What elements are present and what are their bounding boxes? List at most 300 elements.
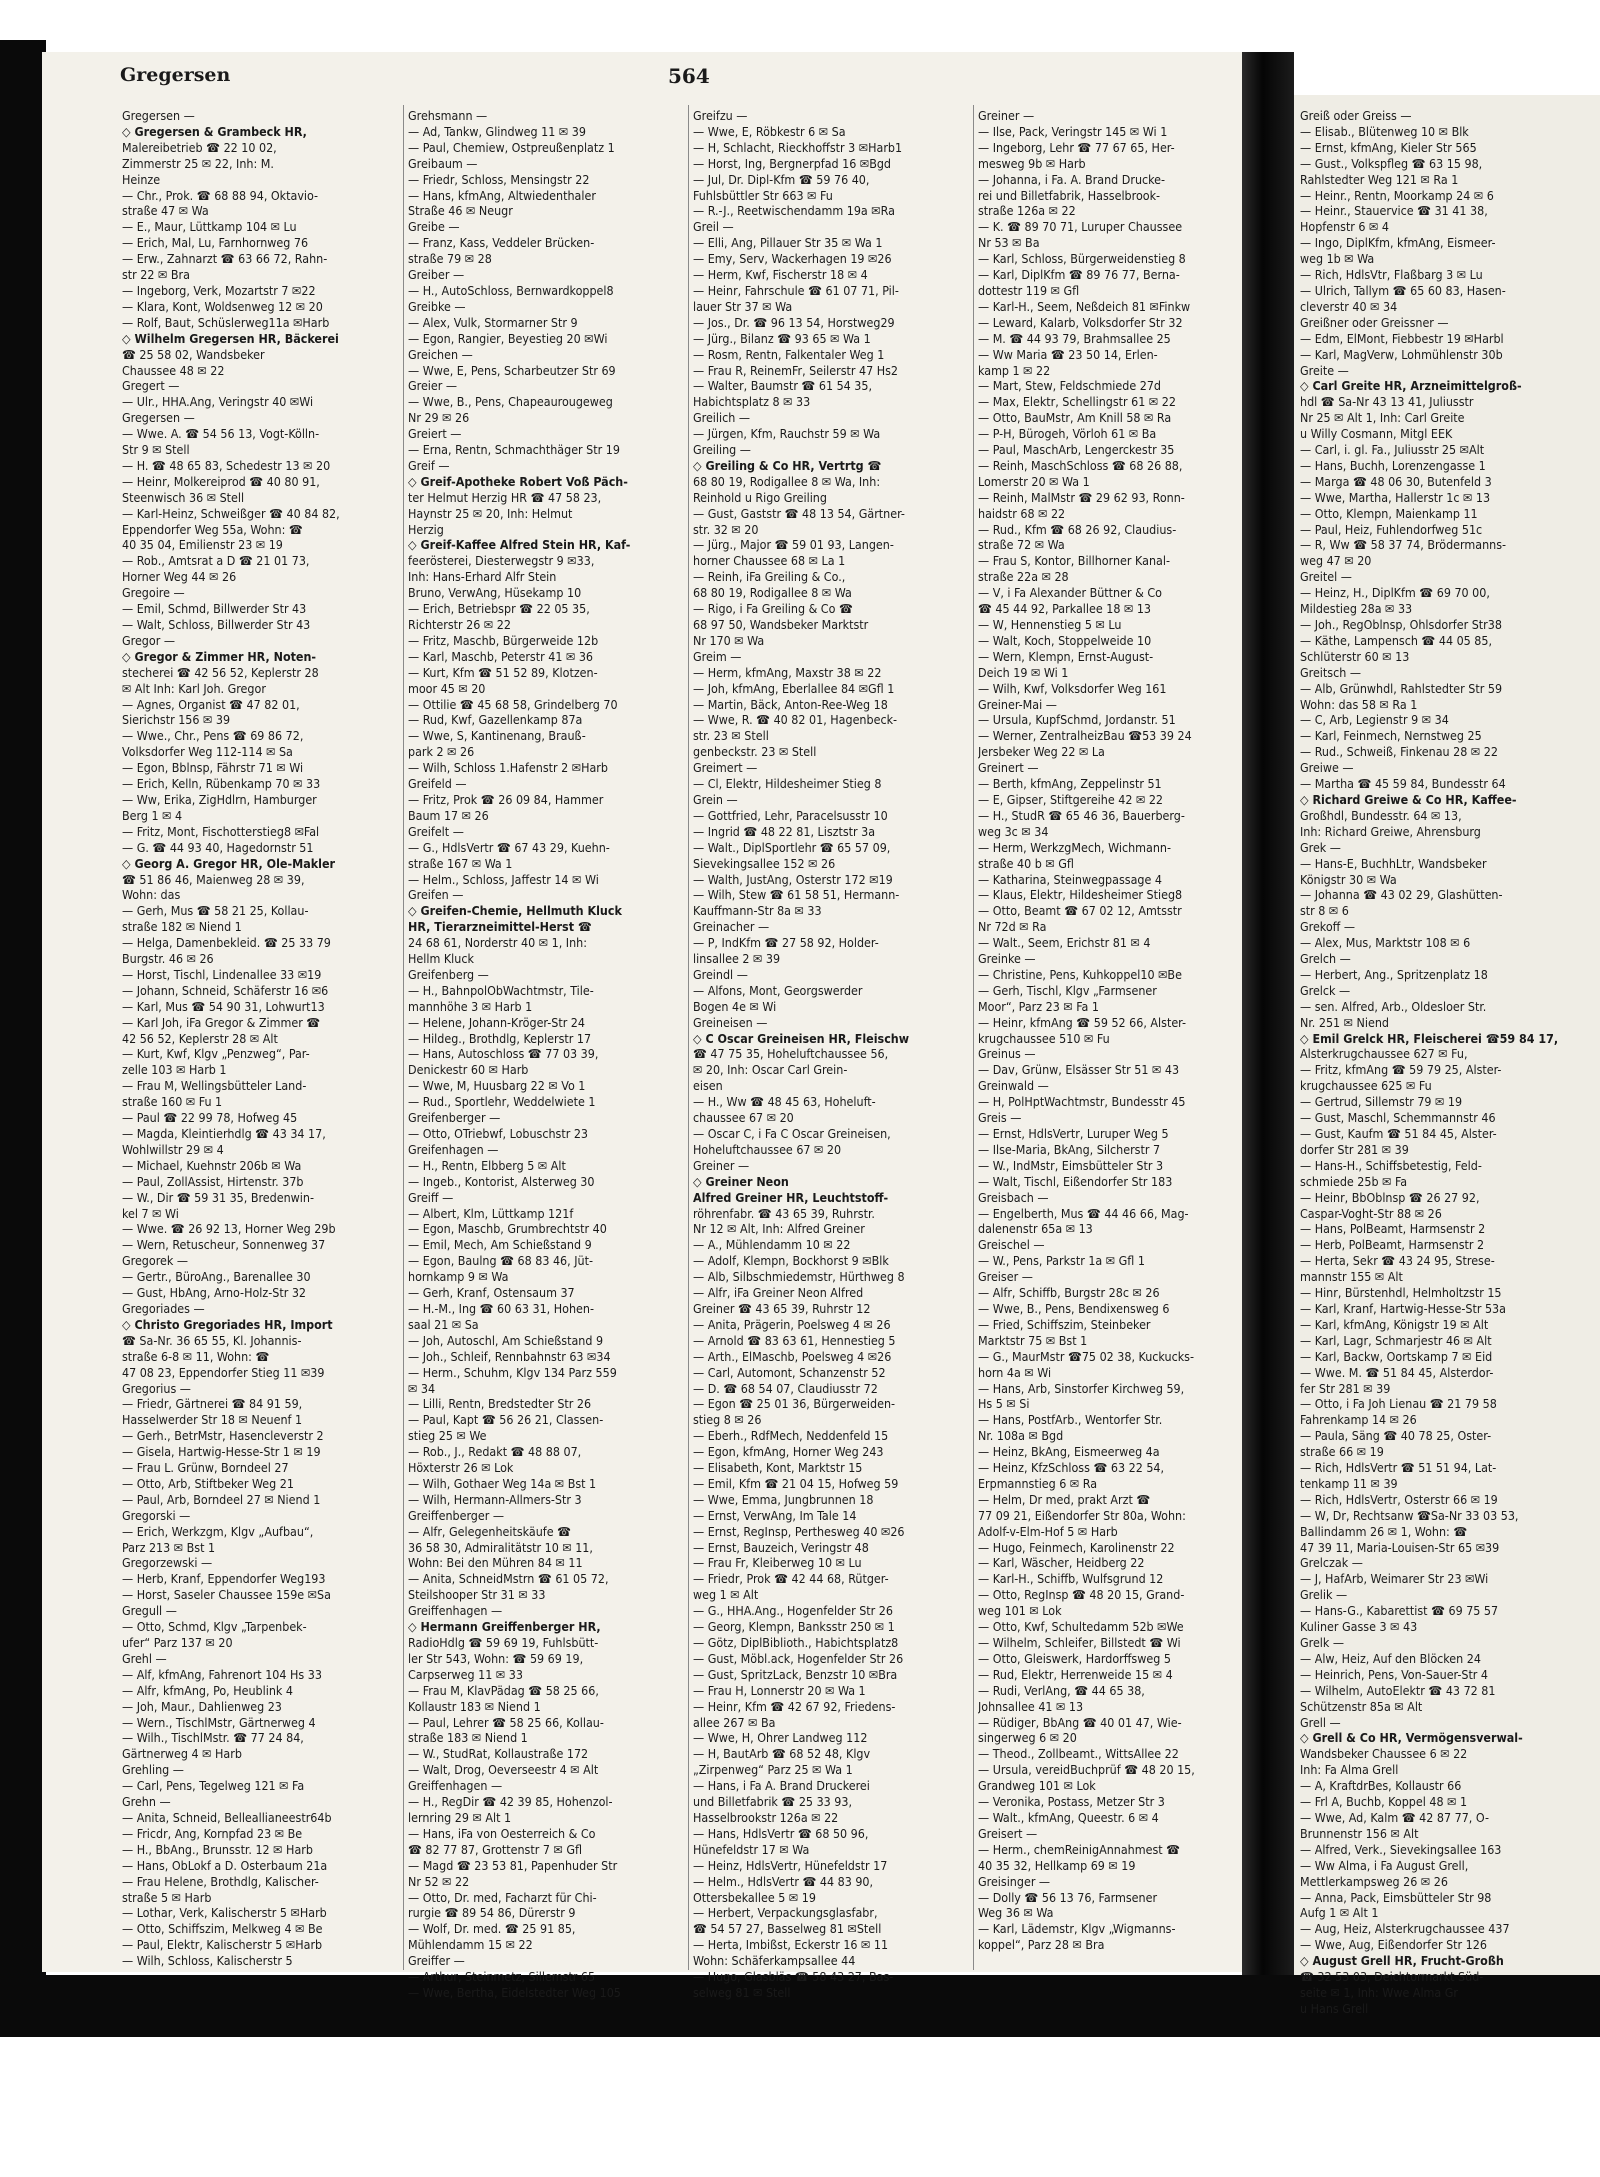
directory-entry: park 2 ✉ 26 <box>408 744 475 760</box>
directory-entry: — Gerh, Mus ☎ 58 21 25, Kollau- <box>122 903 309 919</box>
directory-entry: — G., HHA.Ang., Hogenfelder Str 26 <box>693 1603 893 1619</box>
directory-entry: — H., Ww ☎ 48 45 63, Hoheluft- <box>693 1094 876 1110</box>
directory-entry: — Johann, Schneid, Schäferstr 16 ✉6 <box>122 982 329 998</box>
directory-entry: — Jürgen, Kfm, Rauchstr 59 ✉ Wa <box>693 426 881 442</box>
directory-entry: — Elisab., Blütenweg 10 ✉ Blk <box>1300 123 1469 139</box>
directory-entry: str 22 ✉ Bra <box>122 267 190 283</box>
directory-entry: — Kurt, Kfm ☎ 51 52 89, Klotzen- <box>408 664 598 680</box>
surname-heading: Gregorek — <box>122 1253 189 1269</box>
directory-entry: — Otto, Beamt ☎ 67 02 12, Amtsstr <box>978 903 1182 919</box>
directory-entry: — Karl, kfmAng, Königstr 19 ✉ Alt <box>1300 1316 1489 1332</box>
directory-entry: — Rolf, Baut, Schüslerweg11a ✉Harb <box>122 314 330 330</box>
directory-entry: ☎ 47 75 35, Hoheluftchaussee 56, <box>693 1046 889 1062</box>
directory-entry: — Ingeb., Kontorist, Alsterweg 30 <box>408 1173 595 1189</box>
directory-entry: — Hans-G., Kabarettist ☎ 69 75 57 <box>1300 1603 1499 1619</box>
surname-heading: Gregorius — <box>122 1380 191 1396</box>
directory-entry: Nr 170 ✉ Wa <box>693 632 765 648</box>
directory-entry: — Ulrich, Tallym ☎ 65 60 83, Hasen- <box>1300 282 1506 298</box>
firm-entry: ◇ C Oscar Greineisen HR, Fleischw <box>693 1030 910 1046</box>
directory-entry: Inh: Fa Alma Grell <box>1300 1762 1399 1778</box>
directory-entry: — Helga, Damenbekleid. ☎ 25 33 79 <box>122 935 331 951</box>
surname-heading: Greifeld — <box>408 776 467 792</box>
surname-heading: Grehn — <box>122 1794 171 1810</box>
directory-entry: — Elli, Ang, Pillauer Str 35 ✉ Wa 1 <box>693 235 883 251</box>
directory-entry: — Arnold ☎ 83 63 61, Hennestieg 5 <box>693 1332 896 1348</box>
directory-entry: Hünefeldstr 17 ✉ Wa <box>693 1841 810 1857</box>
directory-entry: — Ww, Erika, ZigHdlrn, Hamburger <box>122 791 317 807</box>
directory-entry: — Paul, Elektr, Kalischerstr 5 ✉Harb <box>122 1937 323 1953</box>
directory-entry: — Veronika, Postass, Metzer Str 3 <box>978 1794 1165 1810</box>
directory-entry: — Anita, Prägerin, Poelsweg 4 ✉ 26 <box>693 1316 891 1332</box>
directory-entry: — Karl-H., Seem, Neßdeich 81 ✉Finkw <box>978 298 1191 314</box>
directory-entry: straße 126a ✉ 22 <box>978 203 1076 219</box>
surname-heading: Greis — <box>978 1110 1022 1126</box>
directory-entry: — Gottfried, Lehr, Paracelsusstr 10 <box>693 807 888 823</box>
surname-heading: Greisert — <box>978 1825 1038 1841</box>
column-rule <box>688 105 689 1970</box>
surname-heading: Greiß oder Greiss — <box>1300 108 1412 123</box>
surname-heading: Greinwald — <box>978 1078 1049 1094</box>
directory-entry: — Herta, Imbißst, Eckerstr 16 ✉ 11 <box>693 1937 889 1953</box>
directory-entry: Alfred Greiner HR, Leuchtstoff- <box>693 1189 889 1205</box>
surname-heading: Greiffer — <box>408 1953 465 1969</box>
directory-entry: — W., Pens, Parkstr 1a ✉ Gfl 1 <box>978 1253 1145 1269</box>
surname-heading: Greinke — <box>978 951 1036 967</box>
directory-entry: — Wwe, B., Pens, Bendixensweg 6 <box>978 1300 1170 1316</box>
directory-entry: — Rob., J., Redakt ☎ 48 88 07, <box>408 1444 582 1460</box>
directory-entry: Wohn: Bei den Mühren 84 ✉ 11 <box>408 1555 583 1571</box>
surname-heading: Greim — <box>693 648 742 664</box>
directory-entry: — Egon, Maschb, Grumbrechtstr 40 <box>408 1221 607 1237</box>
directory-entry: horn 4a ✉ Wi <box>978 1364 1052 1380</box>
directory-entry: — Alw, Heiz, Auf den Blöcken 24 <box>1300 1650 1481 1666</box>
directory-entry: dorfer Str 281 ✉ 39 <box>1300 1141 1409 1157</box>
directory-entry: zelle 103 ✉ Harb 1 <box>122 1062 227 1078</box>
firm-entry: ◇ Carl Greite HR, Arzneimittelgroß- <box>1300 378 1522 394</box>
directory-entry: u Hans Grell <box>1300 2000 1369 2016</box>
directory-entry: — Alfr, iFa Greiner Neon Alfred <box>693 1285 864 1301</box>
directory-entry: Deich 19 ✉ Wi 1 <box>978 664 1069 680</box>
surname-heading: Greitel — <box>1300 569 1352 585</box>
directory-entry: — Wilhelm, AutoElektr ☎ 43 72 81 <box>1300 1682 1496 1698</box>
directory-entry: — Joh, kfmAng, Eberlallee 84 ✉Gfl 1 <box>693 680 895 696</box>
directory-entry: stieg 25 ✉ We <box>408 1428 487 1444</box>
page-header <box>120 64 1232 98</box>
directory-entry: — Paul, Lehrer ☎ 58 25 66, Kollau- <box>408 1714 604 1730</box>
directory-entry: Baum 17 ✉ 26 <box>408 807 489 823</box>
directory-entry: koppel“, Parz 28 ✉ Bra <box>978 1937 1105 1953</box>
directory-entry: — Gust, Maschl, Schemmannstr 46 <box>1300 1110 1496 1126</box>
directory-entry: — Gerh, Tischl, Klgv „Farmsener <box>978 982 1157 998</box>
directory-entry: Grandweg 101 ✉ Lok <box>978 1778 1096 1794</box>
directory-column-3 <box>693 108 971 2001</box>
directory-entry: krugchaussee 510 ✉ Fu <box>978 1030 1110 1046</box>
directory-entry: — Hans, iFa von Oesterreich & Co <box>408 1825 596 1841</box>
directory-entry: — Otto, Schmd, Klgv „Tarpenbek- <box>122 1619 307 1635</box>
directory-entry: — H, Schlacht, Rieckhoffstr 3 ✉Harb1 <box>693 139 903 155</box>
directory-entry: Zimmerstr 25 ✉ 22, Inh: M. <box>122 155 274 171</box>
directory-entry: — Oscar C, i Fa C Oscar Greineisen, <box>693 1126 891 1141</box>
directory-entry: ☎ 51 86 46, Maienweg 28 ✉ 39, <box>122 871 305 887</box>
directory-entry: — Helm., Schloss, Jaffestr 14 ✉ Wi <box>408 871 599 887</box>
directory-entry: — Reinh, MalMstr ☎ 29 62 93, Ronn- <box>978 489 1185 505</box>
surname-heading: Greif — <box>408 457 450 473</box>
directory-entry: Wohlwillstr 29 ✉ 4 <box>122 1141 224 1157</box>
directory-entry: straße 72 ✉ Wa <box>978 537 1065 553</box>
directory-entry: — Horst, Ing, Bergnerpfad 16 ✉Bgd <box>693 155 892 171</box>
directory-entry: Inh: Hans-Erhard Alfr Stein <box>408 569 557 585</box>
directory-entry: — G. ☎ 44 93 40, Hagedornstr 51 <box>122 839 314 855</box>
directory-entry: Caspar-Voght-Str 88 ✉ 26 <box>1300 1205 1442 1221</box>
directory-entry: Heinze <box>122 171 161 187</box>
directory-entry: 68 80 19, Rodigallee 8 ✉ Wa <box>693 585 852 601</box>
surname-heading: Greil — <box>693 219 734 235</box>
directory-entry: — Ww Alma, i Fa August Grell, <box>1300 1857 1469 1873</box>
directory-entry: Alsterkrugchaussee 627 ✉ Fu, <box>1300 1046 1468 1062</box>
directory-entry: str. 32 ✉ 20 <box>693 521 759 537</box>
directory-entry: Sierichstr 156 ✉ 39 <box>122 712 231 728</box>
surname-heading: Greiffenberger — <box>408 1507 505 1523</box>
directory-entry: Volksdorfer Weg 112-114 ✉ Sa <box>122 744 293 760</box>
directory-entry: — Ernst, HdlsVertr, Luruper Weg 5 <box>978 1126 1169 1141</box>
directory-entry: — Joh, Autoschl, Am Schießstand 9 <box>408 1332 604 1348</box>
directory-entry: — Gust, HbAng, Arno-Holz-Str 32 <box>122 1285 307 1301</box>
surname-heading: Greiffenhagen — <box>408 1603 503 1619</box>
directory-entry: — Walth, JustAng, Osterstr 172 ✉19 <box>693 871 893 887</box>
directory-entry: lauer Str 37 ✉ Wa <box>693 298 793 314</box>
directory-entry: — Elisabeth, Kont, Marktstr 15 <box>693 1460 863 1476</box>
directory-entry: straße 183 ✉ Niend 1 <box>408 1730 528 1746</box>
directory-entry: — Herb, Kranf, Eppendorfer Weg193 <box>122 1571 326 1587</box>
directory-entry: — Rud., Sportlehr, Weddelwiete 1 <box>408 1094 596 1110</box>
directory-entry: Jersbeker Weg 22 ✉ La <box>978 744 1105 760</box>
firm-entry: ◇ Richard Greiwe & Co HR, Kaffee- <box>1300 791 1517 807</box>
surname-heading: Greindl — <box>693 966 748 982</box>
directory-entry: — Rud., Kfm ☎ 68 26 92, Claudius- <box>978 521 1177 537</box>
firm-entry: ◇ Christo Gregoriades HR, Import <box>122 1316 333 1332</box>
directory-entry: — Hans, Arb, Sinstorfer Kirchweg 59, <box>978 1380 1185 1396</box>
directory-entry: — Walt., DiplSportlehr ☎ 65 57 09, <box>693 839 891 855</box>
directory-entry: — Wern, Klempn, Ernst-August- <box>978 648 1154 664</box>
directory-entry: ufer“ Parz 137 ✉ 20 <box>122 1635 233 1650</box>
directory-entry: — Egon, Rangier, Beyestieg 20 ✉Wi <box>408 330 608 346</box>
directory-entry: straße 160 ✉ Fu 1 <box>122 1094 223 1110</box>
surname-heading: Gregor — <box>122 632 175 648</box>
directory-entry: — E, Gipser, Stiftgereihe 42 ✉ 22 <box>978 791 1164 807</box>
directory-entry: — Heinr., Rentn, Moorkamp 24 ✉ 6 <box>1300 187 1494 203</box>
directory-entry: — Paul, Kapt ☎ 56 26 21, Classen- <box>408 1412 604 1428</box>
directory-entry: — Paul, Chemiew, Ostpreußenplatz 1 <box>408 139 615 155</box>
firm-entry: ◇ Hermann Greiffenberger HR, <box>408 1619 601 1635</box>
directory-entry: — Emil, Schmd, Billwerder Str 43 <box>122 601 307 617</box>
directory-entry: — Götz, DiplBiblioth., Habichtsplatz8 <box>693 1635 899 1650</box>
directory-entry: — Wilh, Stew ☎ 61 58 51, Hermann- <box>693 887 900 903</box>
surname-heading: Grelk — <box>1300 1635 1345 1650</box>
directory-entry: Hasselbrookstr 126a ✉ 22 <box>693 1809 839 1825</box>
directory-entry: Kollaustr 183 ✉ Niend 1 <box>408 1698 541 1714</box>
directory-entry: — Wwe, S, Kantinenang, Brauß- <box>408 728 586 744</box>
directory-entry: — Martha ☎ 45 59 84, Bundesstr 64 <box>1300 776 1506 792</box>
directory-entry: mannhöhe 3 ✉ Harb 1 <box>408 998 533 1014</box>
directory-entry: Burgstr. 46 ✉ 26 <box>122 951 214 967</box>
directory-entry: — Hans, kfmAng, Altwiedenthaler <box>408 187 596 203</box>
directory-entry: — Wilh, Gothaer Weg 14a ✉ Bst 1 <box>408 1475 597 1491</box>
directory-entry: — Hildeg., Brothdlg, Keplerstr 17 <box>408 1030 592 1046</box>
directory-entry: — Wilh, Schloss, Kalischerstr 5 <box>122 1953 293 1969</box>
directory-entry: — Edm, ElMont, Fiebbestr 19 ✉Harbl <box>1300 330 1504 346</box>
surname-heading: Greifenberger — <box>408 1110 501 1126</box>
directory-entry: Marktstr 75 ✉ Bst 1 <box>978 1332 1088 1348</box>
directory-entry: 40 35 04, Emilienstr 23 ✉ 19 <box>122 537 283 553</box>
directory-entry: — Wwe, B., Pens, Chapeaurougeweg <box>408 394 613 410</box>
directory-entry: — Hans, Autoschloss ☎ 77 03 39, <box>408 1046 599 1062</box>
directory-entry: — Herm., chemReinigAnnahmest ☎ <box>978 1841 1181 1857</box>
directory-entry: — Alfons, Mont, Georgswerder <box>693 982 863 998</box>
directory-entry: — Frl A, Buchb, Koppel 48 ✉ 1 <box>1300 1794 1468 1810</box>
directory-entry: — Otto, Gleiswerk, Hardorffsweg 5 <box>978 1650 1171 1666</box>
directory-entry: — Alb, Silbschmiedemstr, Hürthweg 8 <box>693 1269 905 1285</box>
directory-entry: — P-H, Bürogeh, Vörloh 61 ✉ Ba <box>978 426 1157 442</box>
directory-entry: — Wwe. A. ☎ 54 56 13, Vogt-Kölln- <box>122 426 320 442</box>
directory-entry: — M. ☎ 44 93 79, Brahmsallee 25 <box>978 330 1171 346</box>
directory-entry: ✉ 34 <box>408 1380 436 1396</box>
directory-entry: — Rich, HdlsVertr ☎ 51 51 94, Lat- <box>1300 1460 1497 1476</box>
directory-entry: — Hans, PostfArb., Wentorfer Str. <box>978 1412 1163 1428</box>
directory-entry: — Otto, Arb, Stiftbeker Weg 21 <box>122 1475 294 1491</box>
directory-entry: weg 1b ✉ Wa <box>1300 251 1375 267</box>
directory-entry: Bogen 4e ✉ Wi <box>693 998 777 1014</box>
directory-entry: — Herm., Schuhm, Klgv 134 Parz 559 <box>408 1364 617 1380</box>
surname-heading: Greiner — <box>693 1157 750 1173</box>
directory-entry: ☎ 82 77 87, Grottenstr 7 ✉ Gfl <box>408 1841 583 1857</box>
directory-entry: — Paul, ZollAssist, Hirtenstr. 37b <box>122 1173 304 1189</box>
firm-entry: ◇ Greiner Neon <box>693 1173 789 1189</box>
directory-entry: — Hans-H., Schiffsbetestig, Feld- <box>1300 1157 1482 1173</box>
surname-heading: Greibke — <box>408 298 466 314</box>
surname-heading: Greiwe — <box>1300 760 1354 776</box>
directory-entry: Wohn: das 58 ✉ Ra 1 <box>1300 696 1418 712</box>
directory-entry: — Hans, HdlsVertr ☎ 68 50 96, <box>693 1825 869 1841</box>
surname-heading: Grein — <box>693 791 738 807</box>
directory-entry: — Karl, DiplKfm ☎ 89 76 77, Berna- <box>978 267 1180 283</box>
directory-entry: linsallee 2 ✉ 39 <box>693 951 781 967</box>
directory-entry: — Alfr, kfmAng, Po, Heublink 4 <box>122 1682 293 1698</box>
directory-entry: — Helene, Johann-Kröger-Str 24 <box>408 1014 585 1030</box>
directory-entry: — Franz, Kass, Veddeler Brücken- <box>408 235 595 251</box>
directory-entry: tenkamp 11 ✉ 39 <box>1300 1475 1398 1491</box>
directory-entry: Parz 213 ✉ Bst 1 <box>122 1539 216 1555</box>
surname-heading: Grell — <box>1300 1714 1341 1730</box>
directory-entry: straße 167 ✉ Wa 1 <box>408 855 513 871</box>
directory-entry: — Heinr, Kfm ☎ 42 67 92, Friedens- <box>693 1698 896 1714</box>
directory-entry: — W., StudRat, Kollaustraße 172 <box>408 1746 589 1762</box>
directory-entry: Habichtsplatz 8 ✉ 33 <box>693 394 811 410</box>
directory-entry: stieg 8 ✉ 26 <box>693 1412 762 1428</box>
directory-entry: — Wilh, Schloss 1.Hafenstr 2 ✉Harb <box>408 760 608 776</box>
directory-entry: krugchaussee 625 ✉ Fu <box>1300 1078 1432 1094</box>
directory-entry: — Hans, i Fa A. Brand Druckerei <box>693 1778 870 1794</box>
directory-entry: ler Str 543, Wohn: ☎ 59 69 19, <box>408 1650 584 1666</box>
directory-entry: schmiede 25b ✉ Fa <box>1300 1173 1408 1189</box>
surname-heading: Gregorski — <box>122 1507 191 1523</box>
directory-entry: — Ernst, RegInsp, Perthesweg 40 ✉26 <box>693 1523 905 1539</box>
directory-entry: — Wwe, Bertha, Eidelstedter Weg 105 <box>408 1984 621 2000</box>
directory-entry: 47 08 23, Eppendorfer Stieg 11 ✉39 <box>122 1364 325 1380</box>
directory-entry: Aufg 1 ✉ Alt 1 <box>1300 1905 1379 1921</box>
directory-entry: — Frau H, Lonnerstr 20 ✉ Wa 1 <box>693 1682 866 1698</box>
directory-entry: — Alfred, Verk., Sievekingsallee 163 <box>1300 1841 1502 1857</box>
surname-heading: Greibe — <box>408 219 460 235</box>
surname-heading: Gregoire — <box>122 585 185 601</box>
directory-entry: straße 66 ✉ 19 <box>1300 1444 1384 1460</box>
directory-entry: — Walt, Schloss, Billwerder Str 43 <box>122 617 311 632</box>
directory-entry: ☎ 25 58 02, Wandsbeker <box>122 346 265 362</box>
directory-entry: weg 3c ✉ 34 <box>978 823 1049 839</box>
directory-entry: — Anna, Pack, Eimsbütteler Str 98 <box>1300 1889 1492 1905</box>
directory-entry: Hasselwerder Str 18 ✉ Neuenf 1 <box>122 1412 303 1428</box>
directory-entry: — Otto, Schiffszim, Melkweg 4 ✉ Be <box>122 1921 323 1937</box>
directory-entry: — Heinr., Stauervice ☎ 31 41 38, <box>1300 203 1488 219</box>
directory-entry: Großhdl, Bundesstr. 64 ✉ 13, <box>1300 807 1462 823</box>
directory-entry: Str 9 ✉ Stell <box>122 442 190 458</box>
directory-entry: — Dav, Grünw, Elsässer Str 51 ✉ 43 <box>978 1062 1180 1078</box>
directory-entry: — G., MaurMstr ☎75 02 38, Kuckucks- <box>978 1348 1194 1364</box>
directory-entry: — Klaus, Elektr, Hildesheimer Stieg8 <box>978 887 1183 903</box>
directory-entry: — Heinr, kfmAng ☎ 59 52 66, Alster- <box>978 1014 1186 1030</box>
directory-entry: — Ottilie ☎ 45 68 58, Grindelberg 70 <box>408 696 618 712</box>
directory-entry: mesweg 9b ✉ Harb <box>978 155 1086 171</box>
directory-entry: Berg 1 ✉ 4 <box>122 807 183 823</box>
directory-entry: — Carl, i. gl. Fa., Juliusstr 25 ✉Alt <box>1300 442 1485 458</box>
directory-entry: — W, Hennenstieg 5 ✉ Lu <box>978 617 1122 632</box>
directory-entry: — Agnes, Organist ☎ 47 82 01, <box>122 696 300 712</box>
surname-heading: Greibaum — <box>408 155 478 171</box>
directory-entry: — Wwe. ☎ 26 92 13, Horner Weg 29b <box>122 1221 336 1237</box>
directory-entry: — Otto, OTriebwf, Lobuschstr 23 <box>408 1126 589 1141</box>
directory-entry: — Hans, ObLokf a D. Osterbaum 21a <box>122 1857 328 1873</box>
firm-entry: ◇ Greiling & Co HR, Vertrtg ☎ <box>693 457 882 473</box>
directory-entry: — A, KraftdrBes, Kollaustr 66 <box>1300 1778 1462 1794</box>
directory-entry: — Ingrid ☎ 48 22 81, Lisztstr 3a <box>693 823 876 839</box>
directory-entry: — Ingeborg, Verk, Mozartstr 7 ✉22 <box>122 282 316 298</box>
directory-entry: horner Chaussee 68 ✉ La 1 <box>693 553 846 569</box>
directory-entry: — H.-M., Ing ☎ 60 63 31, Hohen- <box>408 1300 594 1316</box>
directory-entry: — Emil, Mech, Am Schießstand 9 <box>408 1237 592 1253</box>
surname-heading: Greischel — <box>978 1237 1045 1253</box>
firm-entry: ◇ Georg A. Gregor HR, Ole-Makler <box>122 855 336 871</box>
directory-entry: ☎ 45 44 92, Parkallee 18 ✉ 13 <box>978 601 1152 617</box>
directory-entry: — Wwe, Ad, Kalm ☎ 42 87 77, O- <box>1300 1809 1490 1825</box>
directory-entry: — R.-J., Reetwischendamm 19a ✉Ra <box>693 203 895 219</box>
surname-heading: Greißner oder Greissner — <box>1300 314 1449 330</box>
directory-entry: — Wern., TischlMstr, Gärtnerweg 4 <box>122 1714 316 1730</box>
directory-entry: — Horst, Tischl, Lindenallee 33 ✉19 <box>122 966 322 982</box>
directory-entry: — Herm, WerkzgMech, Wichmann- <box>978 839 1172 855</box>
directory-entry: — Walt., kfmAng, Queestr. 6 ✉ 4 <box>978 1809 1159 1825</box>
directory-entry: — H., StudR ☎ 65 46 36, Bauerberg- <box>978 807 1185 823</box>
surname-heading: Greineisen — <box>693 1014 768 1030</box>
surname-heading: Gregoriades — <box>122 1300 205 1316</box>
directory-entry: — Dolly ☎ 56 13 76, Farmsener <box>978 1889 1158 1905</box>
directory-entry: — Ursula, vereidBuchprüf ☎ 48 20 15, <box>978 1762 1195 1778</box>
directory-entry: singerweg 6 ✉ 20 <box>978 1730 1077 1746</box>
directory-entry: — Karl, Feinmech, Nernstweg 25 <box>1300 728 1482 744</box>
directory-entry: — Rosm, Rentn, Falkentaler Weg 1 <box>693 346 885 362</box>
directory-entry: Erpmannstieg 6 ✉ Ra <box>978 1475 1098 1491</box>
surname-heading: Greiert — <box>408 426 462 442</box>
directory-entry: — Karl, Lädemstr, Klgv „Wigmanns- <box>978 1921 1176 1937</box>
directory-entry: 40 35 32, Hellkamp 69 ✉ 19 <box>978 1857 1136 1873</box>
surname-heading: Grelczak — <box>1300 1555 1363 1571</box>
directory-entry: — Gust, Kaufm ☎ 51 84 45, Alster- <box>1300 1126 1497 1141</box>
directory-entry: — Joh., RegOblnsp, Ohlsdorfer Str38 <box>1300 617 1502 632</box>
firm-entry: ◇ August Grell HR, Frucht-Großh <box>1300 1953 1504 1969</box>
directory-entry: — Aug, Heiz, Alsterkrugchaussee 437 <box>1300 1921 1510 1937</box>
directory-entry: — Paul ☎ 22 99 78, Hofweg 45 <box>122 1110 298 1126</box>
directory-entry: — Alfr, Gelegenheitskäufe ☎ <box>408 1523 571 1539</box>
directory-entry: — Wilh., TischlMstr. ☎ 77 24 84, <box>122 1730 304 1746</box>
directory-entry: — Friedr, Gärtnerei ☎ 84 91 59, <box>122 1396 303 1412</box>
directory-entry: Sievekingsallee 152 ✉ 26 <box>693 855 836 871</box>
directory-entry: — Hans, PolBeamt, Harmsenstr 2 <box>1300 1221 1486 1237</box>
directory-entry: Bruno, VerwAng, Hüsekamp 10 <box>408 585 582 601</box>
directory-entry: — Wwe, R. ☎ 40 82 01, Hagenbeck- <box>693 712 898 728</box>
directory-entry: — Jürg., Bilanz ☎ 93 65 ✉ Wa 1 <box>693 330 871 346</box>
directory-entry: — Erich, Werkzgm, Klgv „Aufbau“, <box>122 1523 314 1539</box>
directory-entry: — W., IndMstr, Eimsbütteler Str 3 <box>978 1157 1164 1173</box>
directory-entry: — W., Dir ☎ 59 31 35, Bredenwin- <box>122 1189 314 1205</box>
directory-entry: — Adolf, Klempn, Bockhorst 9 ✉Blk <box>693 1253 889 1269</box>
directory-entry: Eppendorfer Weg 55a, Wohn: ☎ <box>122 521 303 537</box>
directory-entry: — Alfr, Schiffb, Burgstr 28c ✉ 26 <box>978 1285 1160 1301</box>
directory-entry: röhrenfabr. ☎ 43 65 39, Ruhrstr. <box>693 1205 875 1221</box>
directory-entry: — Käthe, Lampensch ☎ 44 05 85, <box>1300 632 1493 648</box>
directory-entry: straße 40 b ✉ Gfl <box>978 855 1074 871</box>
directory-column-2 <box>408 108 686 2001</box>
directory-entry: chaussee 67 ✉ 20 <box>693 1110 794 1126</box>
directory-entry: dottestr 119 ✉ Gfl <box>978 282 1080 298</box>
directory-entry: u Willy Cosmann, Mitgl EEK <box>1300 426 1453 442</box>
directory-entry: — Horst, Saseler Chaussee 159e ✉Sa <box>122 1587 331 1603</box>
directory-entry: Mühlendamm 15 ✉ 22 <box>408 1937 533 1953</box>
surname-heading: Grehsmann — <box>408 108 488 123</box>
directory-entry: Steenwisch 36 ✉ Stell <box>122 489 245 505</box>
directory-entry: Nr 72d ✉ Ra <box>978 919 1047 935</box>
directory-entry: — Max, Elektr, Schellingstr 61 ✉ 22 <box>978 394 1176 410</box>
directory-entry: — Chr., Prok. ☎ 68 88 94, Oktavio- <box>122 187 319 203</box>
directory-entry: — H., AutoSchloss, Bernwardkoppel8 <box>408 282 614 298</box>
directory-entry: Kauffmann-Str 8a ✉ 33 <box>693 903 822 919</box>
directory-entry: Kuliner Gasse 3 ✉ 43 <box>1300 1619 1418 1635</box>
directory-entry: — Gust, Möbl.ack, Hogenfelder Str 26 <box>693 1650 904 1666</box>
directory-entry: — Rich, HdlsVertr, Osterstr 66 ✉ 19 <box>1300 1491 1498 1507</box>
directory-entry: straße 22a ✉ 28 <box>978 569 1069 585</box>
directory-entry: — Gerh, Kranf, Ostensaum 37 <box>408 1285 575 1301</box>
firm-entry: ◇ Greif-Apotheke Robert Voß Päch- <box>408 473 628 489</box>
directory-entry: — Gust., Volkspfleg ☎ 63 15 98, <box>1300 155 1483 171</box>
directory-entry: — Wwe, Martha, Hallerstr 1c ✉ 13 <box>1300 489 1491 505</box>
directory-entry: — Theod., Zollbeamt., WittsAllee 22 <box>978 1746 1179 1762</box>
directory-entry: Nr. 108a ✉ Bgd <box>978 1428 1064 1444</box>
directory-entry: — Marga ☎ 48 06 30, Butenfeld 3 <box>1300 473 1492 489</box>
directory-entry: „Zirpenweg“ Parz 25 ✉ Wa 1 <box>693 1762 853 1778</box>
directory-entry: — H., RegDir ☎ 42 39 85, Hohenzol- <box>408 1794 613 1810</box>
directory-entry: seite ✉ 1, Inh: Wwe Alma Gr <box>1300 1984 1459 2000</box>
directory-entry: — Georg, Klempn, Banksstr 250 ✉ 1 <box>693 1619 895 1635</box>
directory-entry: — Ernst, VerwAng, Im Tale 14 <box>693 1507 857 1523</box>
surname-heading: Grek — <box>1300 839 1341 855</box>
surname-heading: Greinert — <box>978 760 1039 776</box>
